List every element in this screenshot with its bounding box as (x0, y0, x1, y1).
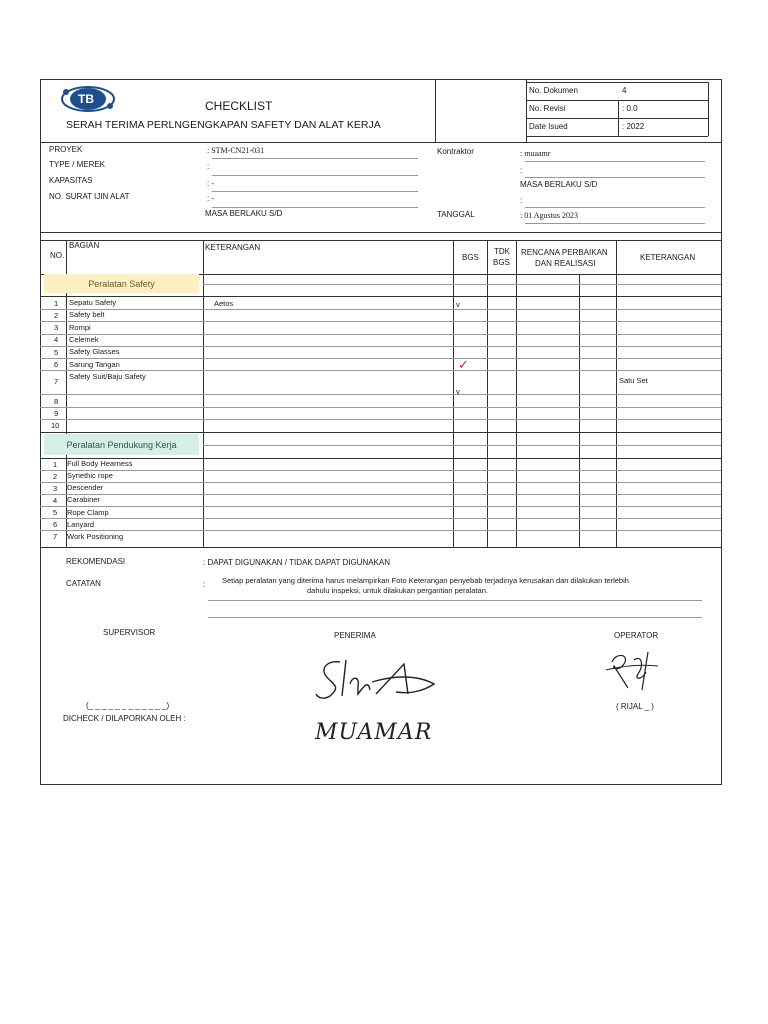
check-mark: ✓ (458, 357, 469, 372)
type-value: : (207, 162, 210, 171)
row-item: Safety Glasses (69, 347, 120, 356)
row-no: 10 (51, 421, 60, 430)
header-divider (40, 142, 721, 143)
kapasitas-label: KAPASITAS (49, 176, 93, 185)
row-item: Safety belt (69, 310, 105, 319)
masa-berlaku-left: MASA BERLAKU S/D (205, 209, 283, 218)
row-keterangan: Aetos (214, 299, 234, 308)
catatan-colon: : (203, 580, 206, 589)
row-no: 8 (54, 397, 59, 406)
penerima-label: PENERIMA (334, 631, 376, 640)
date-issued-label: Date Isued (529, 122, 568, 131)
revision-label: No. Revisi (529, 104, 566, 113)
doc-meta-table (526, 82, 708, 136)
col-keterangan2-header: KETERANGAN (640, 253, 696, 262)
row-no: 4 (54, 335, 59, 344)
row-no: 5 (53, 508, 58, 517)
row-item: Safety Suit/Baju Safety (69, 372, 146, 381)
row-no: 3 (54, 323, 59, 332)
rekomendasi-label: REKOMENDASI (66, 557, 126, 566)
tanggal-label: TANGGAL (437, 210, 475, 219)
row-no: 7 (54, 377, 59, 386)
rekomendasi-value: : DAPAT DIGUNAKAN / TIDAK DAPAT DIGUNAKAN (203, 558, 390, 567)
revision-value: : 0.0 (622, 104, 638, 113)
row-note: Satu Set (619, 376, 648, 385)
operator-label: OPERATOR (614, 631, 659, 640)
catatan-text-1: Setiap peralatan yang diterima harus melampirkan Foto Keterangan penyebab terjadinya kerusakan dan dilakukan terlebih (222, 576, 629, 585)
dicheck-label: DICHECK / DILAPORKAN OLEH : (63, 714, 186, 723)
row-no: 9 (54, 409, 59, 418)
operator-signature (602, 648, 662, 694)
section-peralatan-safety: Peralatan Safety (44, 274, 199, 293)
row-no: 4 (53, 496, 58, 505)
row-no: 2 (54, 311, 59, 320)
row-item: Synethic rope (67, 471, 113, 480)
row-item: Work Positioning (67, 532, 124, 541)
table-bottom (40, 547, 721, 548)
row-no: 2 (53, 472, 58, 481)
row-item: Rompi (69, 323, 91, 332)
kontraktor-value: : muaamr (520, 149, 551, 158)
date-issued-value: : 2022 (622, 122, 645, 131)
col-rencana-header: RENCANA PERBAIKAN (521, 248, 608, 257)
col-no-header: NO. (50, 251, 65, 260)
logo-text: TB (78, 92, 94, 106)
masa-berlaku-right: MASA BERLAKU S/D (520, 180, 598, 189)
row-item: Rope Clamp (67, 508, 109, 517)
row-item: Carabiner (67, 495, 100, 504)
masa-berlaku-right-value: : (520, 196, 523, 205)
header-vdivider (435, 79, 436, 142)
col-tdk-header: TDK (494, 247, 510, 256)
kontraktor-line2: : (520, 166, 523, 175)
row-no: 6 (53, 520, 58, 529)
doc-number-value: 4 (622, 86, 627, 95)
proyek-value: : STM-CN21-031 (207, 146, 265, 155)
penerima-name: MUAMAR (315, 720, 433, 745)
col-tdk-bgs-header: BGS (493, 258, 510, 267)
penerima-signature (312, 656, 442, 704)
row-bgs: v (456, 387, 460, 396)
surat-ijin-value: : - (207, 194, 215, 203)
row-no: 1 (53, 460, 58, 469)
company-logo (60, 84, 116, 114)
row-bgs: v (456, 300, 460, 309)
section-peralatan-pendukung: Peralatan Pendukung Kerja (44, 434, 199, 455)
form-subtitle: SERAH TERIMA PERLNGENGKAPAN SAFETY DAN ALAT KERJA (66, 119, 381, 131)
col-rencana-header-2: DAN REALISASI (535, 259, 596, 268)
col-bagian-header: BAGIAN (69, 241, 100, 250)
row-item: Sepatu Safety (69, 298, 117, 307)
row-no: 7 (53, 532, 58, 541)
row-no: 1 (54, 299, 59, 308)
doc-number-label: No. Dokumen (529, 86, 578, 95)
supervisor-name-blank: (_ _ _ _ _ _ _ _ _ _ _ _) (86, 701, 170, 710)
row-no: 5 (54, 348, 59, 357)
table-top (40, 240, 721, 241)
tanggal-value: : 01 Agustus 2023 (520, 211, 579, 220)
row-item: Lanyard (67, 520, 95, 529)
catatan-label: CATATAN (66, 579, 101, 588)
surat-ijin-label: NO. SURAT IJIN ALAT (49, 192, 130, 201)
info-divider (40, 232, 721, 233)
type-label: TYPE / MEREK (49, 160, 106, 169)
form-title: CHECKLIST (205, 99, 273, 113)
row-no: 6 (54, 360, 59, 369)
col-keterangan-header: KETERANGAN (205, 243, 261, 252)
row-no: 3 (53, 484, 58, 493)
row-item: Full Body Hearness (67, 459, 133, 468)
col-bgs-header: BGS (462, 253, 479, 262)
row-item: Descender (67, 483, 104, 492)
operator-name: ( RIJAL _ ) (616, 702, 654, 711)
row-item: Celemek (69, 335, 99, 344)
kontraktor-label: Kontraktor (437, 147, 474, 156)
kapasitas-value: : - (207, 179, 215, 188)
proyek-label: PROYEK (49, 145, 83, 154)
catatan-text-2: dahulu inspeksi, untuk dilakukan pergantian peralatan. (307, 586, 488, 595)
row-item: Sarung Tangan (69, 360, 120, 369)
supervisor-label: SUPERVISOR (103, 628, 156, 637)
